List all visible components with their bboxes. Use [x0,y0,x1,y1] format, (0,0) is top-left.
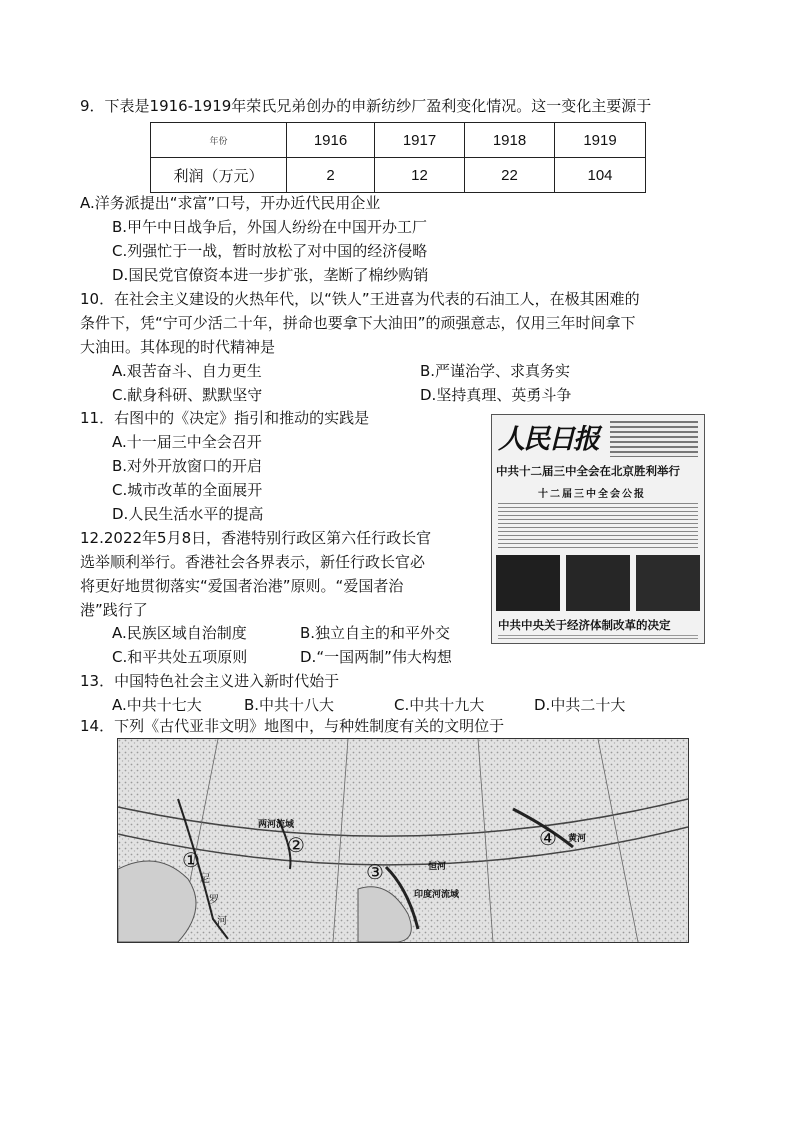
map-marker-2: ② [287,833,305,857]
newspaper-text-block [498,635,698,641]
q13-option-a: A.中共十七大 [112,696,202,714]
q12-stem-line: 12.2022年5月8日，香港特别行政区第六任行政长官 [80,529,432,547]
newspaper-image [491,414,705,644]
map-label: 印度河流域 [414,890,460,900]
table-cell: 104 [555,158,646,193]
q10-option-b: B.严谨治学、求真务实 [420,362,571,380]
table-year: 1916 [287,123,375,158]
q11-stem: 11．右图中的《决定》指引和推动的实践是 [80,409,370,427]
map-label: 河 [217,916,227,927]
q11-option-b: B.对外开放窗口的开启 [112,457,263,475]
table-year: 1919 [555,123,646,158]
q9-option-b: B.甲午中日战争后，外国人纷纷在中国开办工厂 [112,218,428,236]
map-marker-3: ③ [366,860,384,884]
table-year: 1917 [375,123,465,158]
profit-table [150,122,646,193]
newspaper-photo [496,555,560,611]
q12-option-c: C.和平共处五项原则 [112,648,248,666]
q12-stem-line: 将更好地贯彻落实“爱国者治港”原则。“爱国者治 [80,577,404,595]
q11-option-c: C.城市改革的全面展开 [112,481,263,499]
table-row-label: 利润（万元） [151,158,287,193]
q11-option-d: D.人民生活水平的提高 [112,505,264,523]
q11-option-a: A.十一届三中全会召开 [112,433,262,451]
q12-option-a: A.民族区域自治制度 [112,624,247,642]
newspaper-photo [566,555,630,611]
q12-stem-line: 选举顺利举行。香港社会各界表示，新任行政长官必 [80,553,426,571]
q9-option-c: C.列强忙于一战，暂时放松了对中国的经济侵略 [112,242,428,260]
q10-stem-line: 条件下，凭“宁可少活二十年，拼命也要拿下大油田”的顽强意志，仅用三年时间拿下 [80,314,636,332]
newspaper-headline: 中共十二届三中全会在北京胜利举行 [496,464,680,478]
map-label: 尼 [200,874,210,885]
q9-option-d: D.国民党官僚资本进一步扩张，垄断了棉纱购销 [112,266,429,284]
map-label: 罗 [209,895,219,906]
table-cell: 2 [287,158,375,193]
q14-stem: 14．下列《古代亚非文明》地图中，与种姓制度有关的文明位于 [80,717,505,735]
newspaper-bottom-headline: 中共中央关于经济体制改革的决定 [498,618,671,632]
table-cell: 12 [375,158,465,193]
q12-option-d: D.“一国两制”伟大构想 [300,648,452,666]
table-header-label: 年份 [151,123,287,158]
q13-option-c: C.中共十九大 [394,696,485,714]
q10-option-a: A.艰苦奋斗、自力更生 [112,362,262,380]
q13-option-b: B.中共十八大 [244,696,335,714]
map-label: 黄河 [568,834,587,844]
q13-stem: 13．中国特色社会主义进入新时代始于 [80,672,340,690]
table-year: 1918 [465,123,555,158]
q10-option-d: D.坚持真理、英勇斗争 [420,386,572,404]
map-graphic [118,739,688,942]
q10-option-c: C.献身科研、默默坚守 [112,386,263,404]
map-label: 两河流域 [258,820,295,830]
q9-option-a: A.洋务派提出“求富”口号，开办近代民用企业 [80,194,381,212]
newspaper-subheadline: 十二届三中全会公报 [538,489,646,500]
map-label: 恒河 [428,862,447,872]
newspaper-photo [636,555,700,611]
q12-option-b: B.独立自主的和平外交 [300,624,451,642]
map-marker-4: ④ [539,826,557,850]
table-row [151,158,646,193]
q10-stem-line: 大油田。其体现的时代精神是 [80,338,276,356]
newspaper-header-block [610,421,698,457]
table-cell: 22 [465,158,555,193]
q13-option-d: D.中共二十大 [534,696,626,714]
newspaper-masthead: 人民日报 [498,424,598,455]
newspaper-text-block [498,503,698,551]
ancient-asia-africa-map [117,738,689,943]
q9-stem: 9．下表是1916-1919年荣氏兄弟创办的申新纺纱厂盈利变化情况。这一变化主要源于 [80,97,652,115]
table-header-row [151,123,646,158]
map-marker-1: ① [182,848,200,872]
q12-stem-line: 港”践行了 [80,601,148,619]
q10-stem-line: 10．在社会主义建设的火热年代，以“铁人”王进喜为代表的石油工人，在极其困难的 [80,290,640,308]
